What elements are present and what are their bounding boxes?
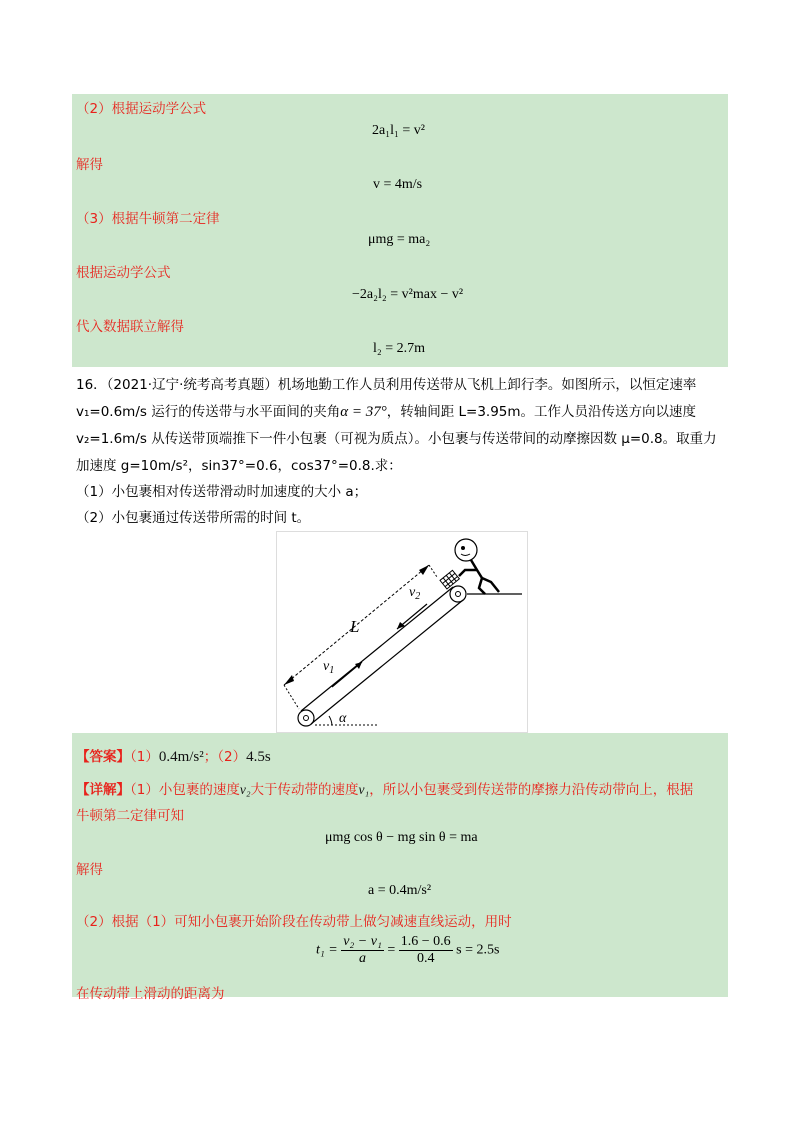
problem-line-2: v₁=0.6m/s 运行的传送带与水平面间的夹角α = 37°，转轴间距 L=3.95m。工作人员沿传送方向以速度 [76,404,697,420]
step3-label: （3）根据牛顿第二定律 [76,211,220,227]
top-roller [450,586,466,602]
belt-top-line [301,587,453,711]
problem-line-1: 16．（2021·辽宁·统考高考真题）机场地勤工作人员利用传送带从飞机上卸行李。如图所示，以恒定速率 [76,377,697,393]
conveyor-figure [276,531,528,733]
equation-2: v = 4m/s [373,177,423,192]
v2-label: $v_2$ [409,585,421,602]
detail-line-2: 牛顿第二定律可知 [76,808,184,824]
angle-arc [329,716,332,725]
equation-8: t₁ = $\frac{\text{v₂ − v₁}}{a}$ = $\frac{1.6 - 0.6}{0.4}$ s = 2.5s [316,934,500,966]
detail-last-line: 在传动带上滑动的距离为 [76,986,225,1002]
bottom-roller-axle [304,716,309,721]
equation-3: μmg = ma₂ [368,232,431,247]
answer-line: 【答案】（1）0.4m/s²；（2）4.5s [76,749,271,765]
dimension-L-tick-top [429,565,437,577]
worker-icon [455,539,499,594]
kinematics-label: 根据运动学公式 [76,265,171,281]
combine-label: 代入数据联立解得 [76,319,184,335]
equation-1: 2a₁l₁ = v² [372,123,425,138]
detail-line-1: 【详解】（1）小包裹的速度v₂大于传动带的速度v₁，所以小包裹受到传送带的摩擦力沿传动带向上，根据 [76,782,694,798]
question-1: （1）小包裹相对传送带滑动时加速度的大小 a； [76,484,368,500]
belt-bottom-line [311,600,463,724]
dimension-arrow-bottom [284,675,294,685]
L-label: L [350,617,360,636]
conveyor-diagram [277,532,527,732]
problem-line-4: 加速度 g=10m/s²，sin37°=0.6，cos37°=0.8.求： [76,458,402,474]
dimension-arrow-top [419,565,429,575]
solve-label-2: 解得 [76,862,103,878]
equation-6: μmg cos θ − mg sin θ = ma [325,830,478,845]
v1-label: $v_1$ [323,659,335,676]
detail-step-2: （2）根据（1）可知小包裹开始阶段在传动带上做匀减速直线运动，用时 [76,914,512,930]
equation-5: l₂ = 2.7m [373,341,426,356]
bottom-roller [298,710,314,726]
question-2: （2）小包裹通过传送带所需的时间 t。 [76,510,311,526]
alpha-label: α [339,711,347,726]
solve-label-1: 解得 [76,157,103,173]
problem-line-3: v₂=1.6m/s 从传送带顶端推下一件小包裹（可视为质点）。小包裹与传送带间的动摩擦因数 μ=0.8。取重力 [76,431,717,447]
step2-label: （2）根据运动学公式 [76,101,207,117]
equation-4: −2a₂l₂ = v²max − v² [352,287,464,302]
equation-7: a = 0.4m/s² [368,883,432,898]
top-roller-axle [456,592,461,597]
dimension-L-tick-bottom [284,685,299,709]
